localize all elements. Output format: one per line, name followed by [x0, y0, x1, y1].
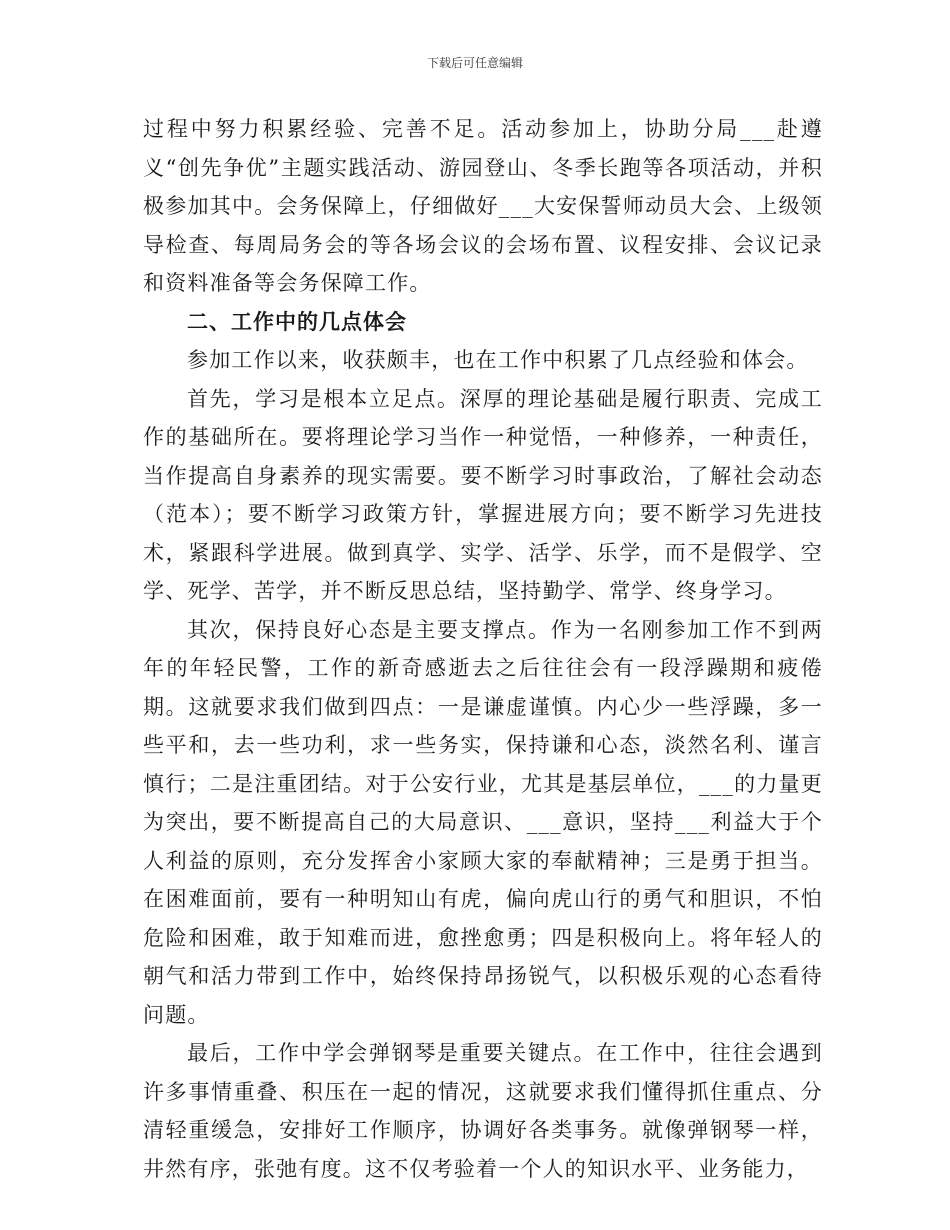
document-body [143, 110, 823, 1188]
page-header: 下载后可任意编辑 [426, 56, 523, 70]
paragraph-priorities: 最后，工作中学会弹钢琴是重要关键点。在工作中，往往会遇到许多事情重叠、积压在一起的情况，这就要求我们懂得抓住重点、分清轻重缓急，安排好工作顺序，协调好各类事务。就像弹钢琴一样，井然有序，张弛有度。这不仅考验着一个人的知识水平、业务能力， [143, 1041, 823, 1181]
paragraph-continued: 过程中努力积累经验、完善不足。活动参加上，协助分局___赴遵义“创先争优”主题实践活动、游园登山、冬季长跑等各项活动，并积极参加其中。会务保障上，仔细做好___大安保誓师动员大会、上级领导检查、每周局务会的等各场会议的会场布置、议程安排、会议记录和资料准备等会务保障工作。 [143, 117, 823, 295]
paragraph-learning: 首先，学习是根本立足点。深厚的理论基础是履行职责、完成工作的基础所在。要将理论学习当作一种觉悟，一种修养，一种责任，当作提高自身素养的现实需要。要不断学习时事政治，了解社会动态（范本）；要不断学习政策方针，掌握进展方向；要不断学习先进技术，紧跟科学进展。做到真学、实学、活学、乐学，而不是假学、空学、死学、苦学，并不断反思总结，坚持勤学、常学、终身学习。 [143, 386, 823, 603]
paragraph-intro: 参加工作以来，收获颇丰，也在工作中积累了几点经验和体会。 [187, 348, 809, 372]
section-heading: 二、工作中的几点体会 [187, 309, 407, 334]
paragraph-mindset: 其次，保持良好心态是主要支撑点。作为一名刚参加工作不到两年的年轻民警，工作的新奇感逝去之后往往会有一段浮躁期和疲倦期。这就要求我们做到四点：一是谦虚谨慎。内心少一些浮躁，多一些平和，去一些功利，求一些务实，保持谦和心态，淡然名利、谨言慎行；二是注重团结。对于公安行业，尤其是基层单位，___的力量更为突出，要不断提高自己的大局意识、___意识，坚持___利益大于个人利益的原则，充分发挥舍小家顾大家的奉献精神；三是勇于担当。在困难面前，要有一种明知山有虎，偏向虎山行的勇气和胆识，不怕危险和困难，敢于知难而进，愈挫愈勇；四是积极向上。将年轻人的朝气和活力带到工作中，始终保持昂扬锐气，以积极乐观的心态看待问题。 [143, 617, 823, 1027]
